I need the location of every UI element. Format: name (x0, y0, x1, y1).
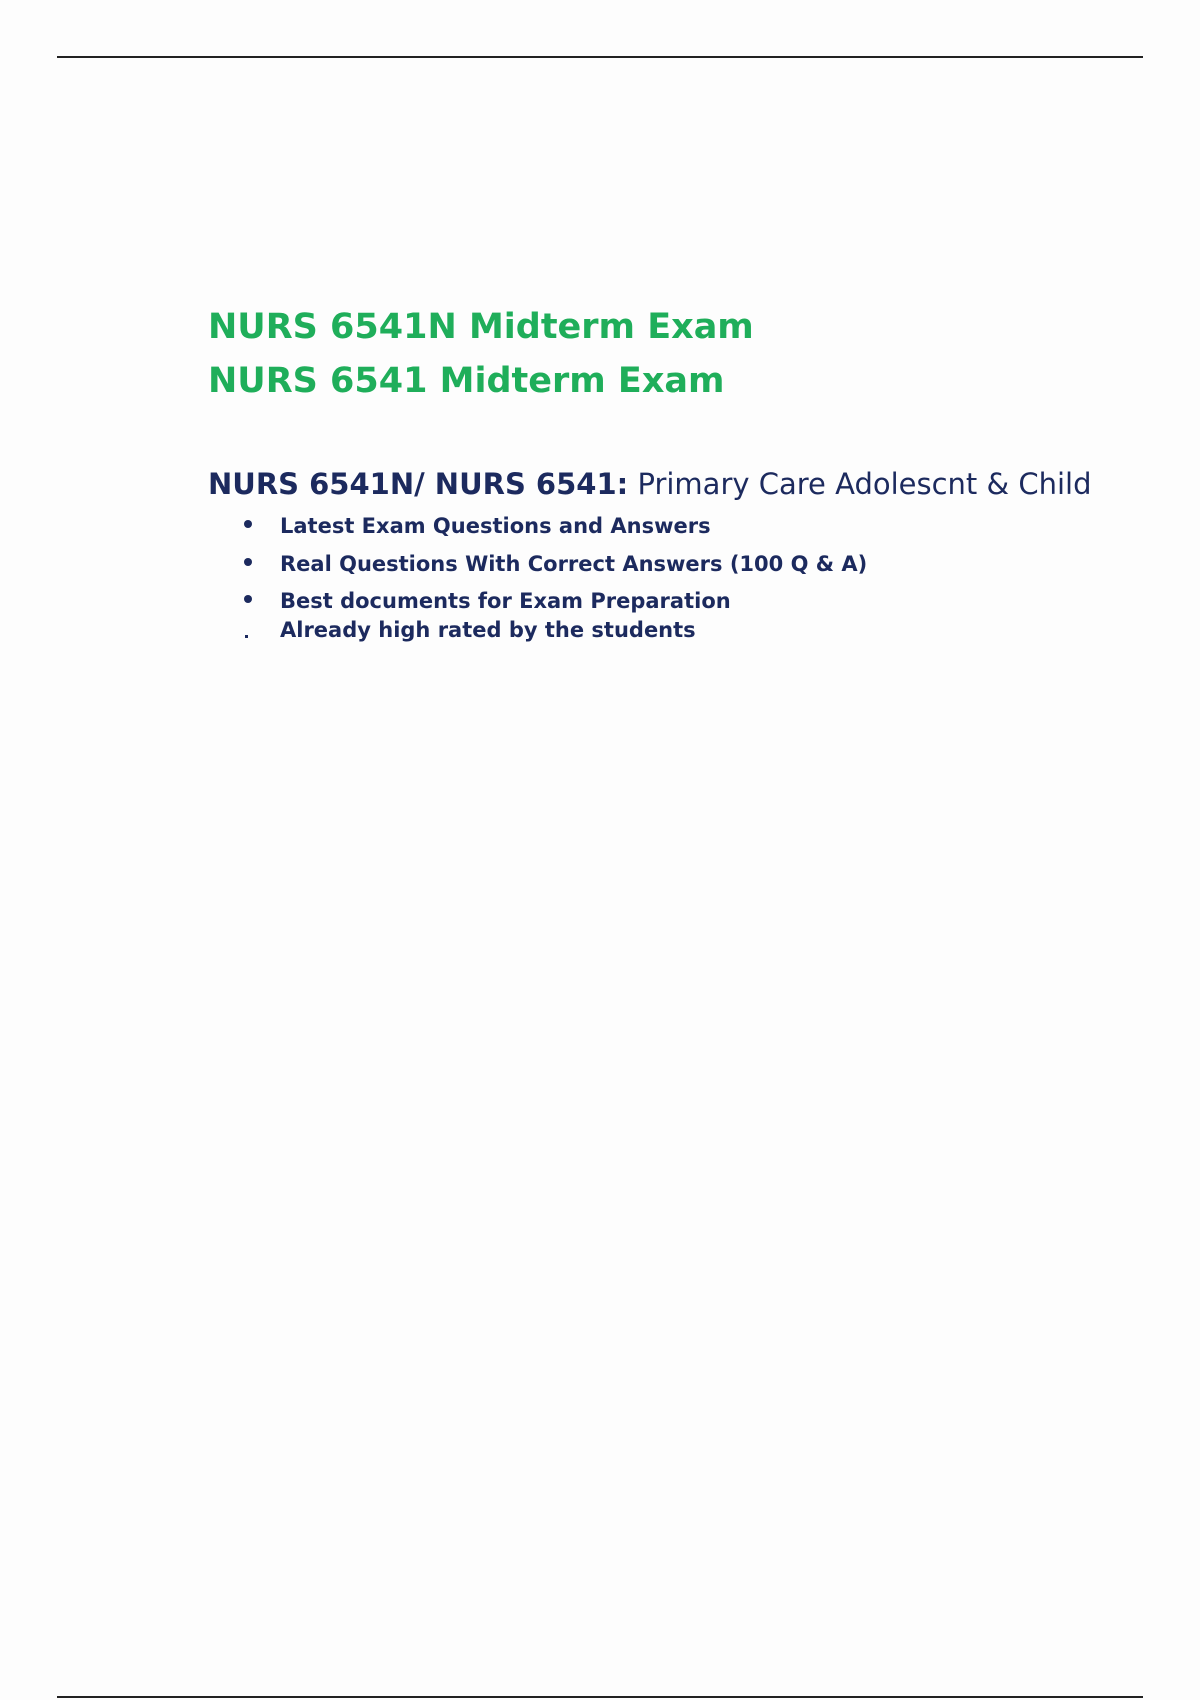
feature-item-real-questions (240, 552, 868, 576)
course-name: Primary Care Adolescnt & Child (637, 467, 1092, 501)
feature-label: Best documents for Exam Preparation (280, 589, 731, 613)
course-heading (208, 467, 1092, 501)
feature-label: Latest Exam Questions and Answers (280, 514, 711, 538)
document-title-primary: NURS 6541N Midterm Exam (208, 307, 754, 347)
bottom-rule (57, 1696, 1143, 1698)
feature-label: Real Questions With Correct Answers (100 Q & A) (280, 552, 868, 576)
feature-item-high-rated (240, 618, 696, 642)
document-title-secondary: NURS 6541 Midterm Exam (208, 361, 725, 401)
feature-label: Already high rated by the students (280, 618, 696, 642)
feature-item-best-documents (240, 589, 731, 613)
course-code: NURS 6541N/ NURS 6541: (208, 467, 629, 501)
top-rule (57, 56, 1143, 58)
feature-item-latest-questions (240, 514, 711, 538)
